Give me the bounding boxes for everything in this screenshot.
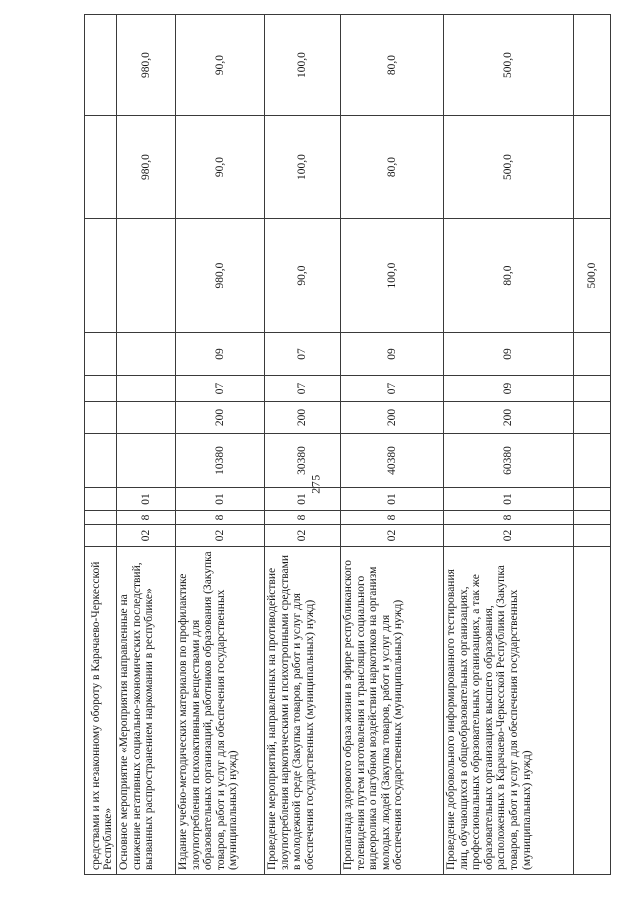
amount-cell: 100,0 bbox=[265, 116, 341, 219]
code-cell bbox=[85, 402, 117, 434]
code-cell bbox=[117, 333, 176, 376]
code-cell: 07 bbox=[265, 333, 341, 376]
code-cell: 200 bbox=[444, 402, 574, 434]
budget-table bbox=[84, 14, 611, 875]
code-cell: 09 bbox=[341, 333, 444, 376]
amount-cell: 80,0 bbox=[444, 219, 574, 333]
code-cell bbox=[574, 402, 611, 434]
amount-cell: 80,0 bbox=[341, 116, 444, 219]
code-cell: 30380 bbox=[265, 434, 341, 488]
code-cell: 200 bbox=[176, 402, 265, 434]
amount-cell: 980,0 bbox=[117, 15, 176, 116]
row-description: средствами и их незаконному обороту в Карачаево-Черкесской Республике» bbox=[85, 547, 117, 875]
code-cell: 60380 bbox=[444, 434, 574, 488]
code-cell bbox=[85, 333, 117, 376]
row-description: Проведение добровольного информированного тестирования лиц, обучающихся в общеобразовательных организациях, профессиональных образовательных организациях, а так же образовательных организациях высшего образования, расположенных в Карачаево-Черкесской Республики (Закупка товаров, работ и услуг для обеспечения государственных (муниципальных) нужд) bbox=[444, 547, 574, 875]
amount-cell: 980,0 bbox=[176, 219, 265, 333]
code-cell bbox=[117, 376, 176, 402]
code-cell: 01 bbox=[265, 488, 341, 511]
rotated-budget-table bbox=[84, 15, 610, 875]
amount-cell: 100,0 bbox=[265, 15, 341, 116]
code-cell: 02 bbox=[341, 525, 444, 547]
code-cell bbox=[574, 376, 611, 402]
code-cell: 07 bbox=[341, 376, 444, 402]
code-cell: 01 bbox=[341, 488, 444, 511]
code-cell: 200 bbox=[265, 402, 341, 434]
amount-cell: 500,0 bbox=[444, 116, 574, 219]
code-cell bbox=[574, 511, 611, 525]
page-number: 275 bbox=[308, 474, 323, 494]
amount-cell: 500,0 bbox=[574, 219, 611, 333]
amount-cell bbox=[85, 116, 117, 219]
row-description: Издание учебно-методических материалов по профилактике злоупотребления психоактивными веществами для образовательных организаций, работников образования (Закупка товаров, работ и услуг для обеспечения государственных (муниципальных) нужд) bbox=[176, 547, 265, 875]
row-description: Основное мероприятие «Мероприятия направленные на снижение негативных социально-экономических последствий, вызванных распространением наркомании в республике» bbox=[117, 547, 176, 875]
amount-cell: 980,0 bbox=[117, 116, 176, 219]
code-cell: 02 bbox=[117, 525, 176, 547]
amount-cell: 90,0 bbox=[176, 15, 265, 116]
table-row bbox=[444, 15, 574, 875]
row-description: Проведение мероприятий, направленных на противодействие злоупотребления наркотическими и психотропными средствами в молодежной среде (Закупка товаров, работ и услуг для обеспечения государственных (муниципальных) нужд) bbox=[265, 547, 341, 875]
amount-cell: 90,0 bbox=[176, 116, 265, 219]
code-cell: 09 bbox=[444, 376, 574, 402]
code-cell: 200 bbox=[341, 402, 444, 434]
code-cell bbox=[574, 333, 611, 376]
code-cell: 8 bbox=[265, 511, 341, 525]
code-cell: 8 bbox=[117, 511, 176, 525]
code-cell: 8 bbox=[341, 511, 444, 525]
amount-cell bbox=[117, 219, 176, 333]
code-cell: 02 bbox=[265, 525, 341, 547]
code-cell bbox=[117, 402, 176, 434]
code-cell: 09 bbox=[176, 333, 265, 376]
table-row bbox=[265, 15, 341, 875]
amount-cell bbox=[85, 15, 117, 116]
amount-cell bbox=[574, 15, 611, 116]
code-cell bbox=[117, 434, 176, 488]
amount-cell: 500,0 bbox=[444, 15, 574, 116]
code-cell: 01 bbox=[117, 488, 176, 511]
code-cell: 10380 bbox=[176, 434, 265, 488]
code-cell bbox=[85, 511, 117, 525]
code-cell: 8 bbox=[444, 511, 574, 525]
amount-cell: 100,0 bbox=[341, 219, 444, 333]
code-cell: 02 bbox=[444, 525, 574, 547]
code-cell: 01 bbox=[444, 488, 574, 511]
code-cell: 40380 bbox=[341, 434, 444, 488]
code-cell: 02 bbox=[176, 525, 265, 547]
amount-cell: 90,0 bbox=[265, 219, 341, 333]
amount-cell: 80,0 bbox=[341, 15, 444, 116]
table-row bbox=[85, 15, 117, 875]
code-cell bbox=[574, 434, 611, 488]
table-row bbox=[341, 15, 444, 875]
code-cell bbox=[85, 434, 117, 488]
code-cell: 07 bbox=[265, 376, 341, 402]
row-description: Пропаганда здорового образа жизни в эфире республиканского телевидения путем изготовления и трансляции социального видеоролика о пагубном воздействии наркотиков на организм молодых людей (Закупка товаров, работ и услуг для обеспечения государственных (муниципальных) нужд) bbox=[341, 547, 444, 875]
code-cell bbox=[85, 525, 117, 547]
code-cell bbox=[85, 376, 117, 402]
code-cell: 01 bbox=[176, 488, 265, 511]
table-row bbox=[574, 15, 611, 875]
table-row bbox=[117, 15, 176, 875]
code-cell bbox=[574, 525, 611, 547]
amount-cell bbox=[85, 219, 117, 333]
code-cell: 07 bbox=[176, 376, 265, 402]
code-cell bbox=[574, 488, 611, 511]
row-description bbox=[574, 547, 611, 875]
code-cell: 09 bbox=[444, 333, 574, 376]
table-row bbox=[176, 15, 265, 875]
amount-cell bbox=[574, 116, 611, 219]
code-cell bbox=[85, 488, 117, 511]
code-cell: 8 bbox=[176, 511, 265, 525]
